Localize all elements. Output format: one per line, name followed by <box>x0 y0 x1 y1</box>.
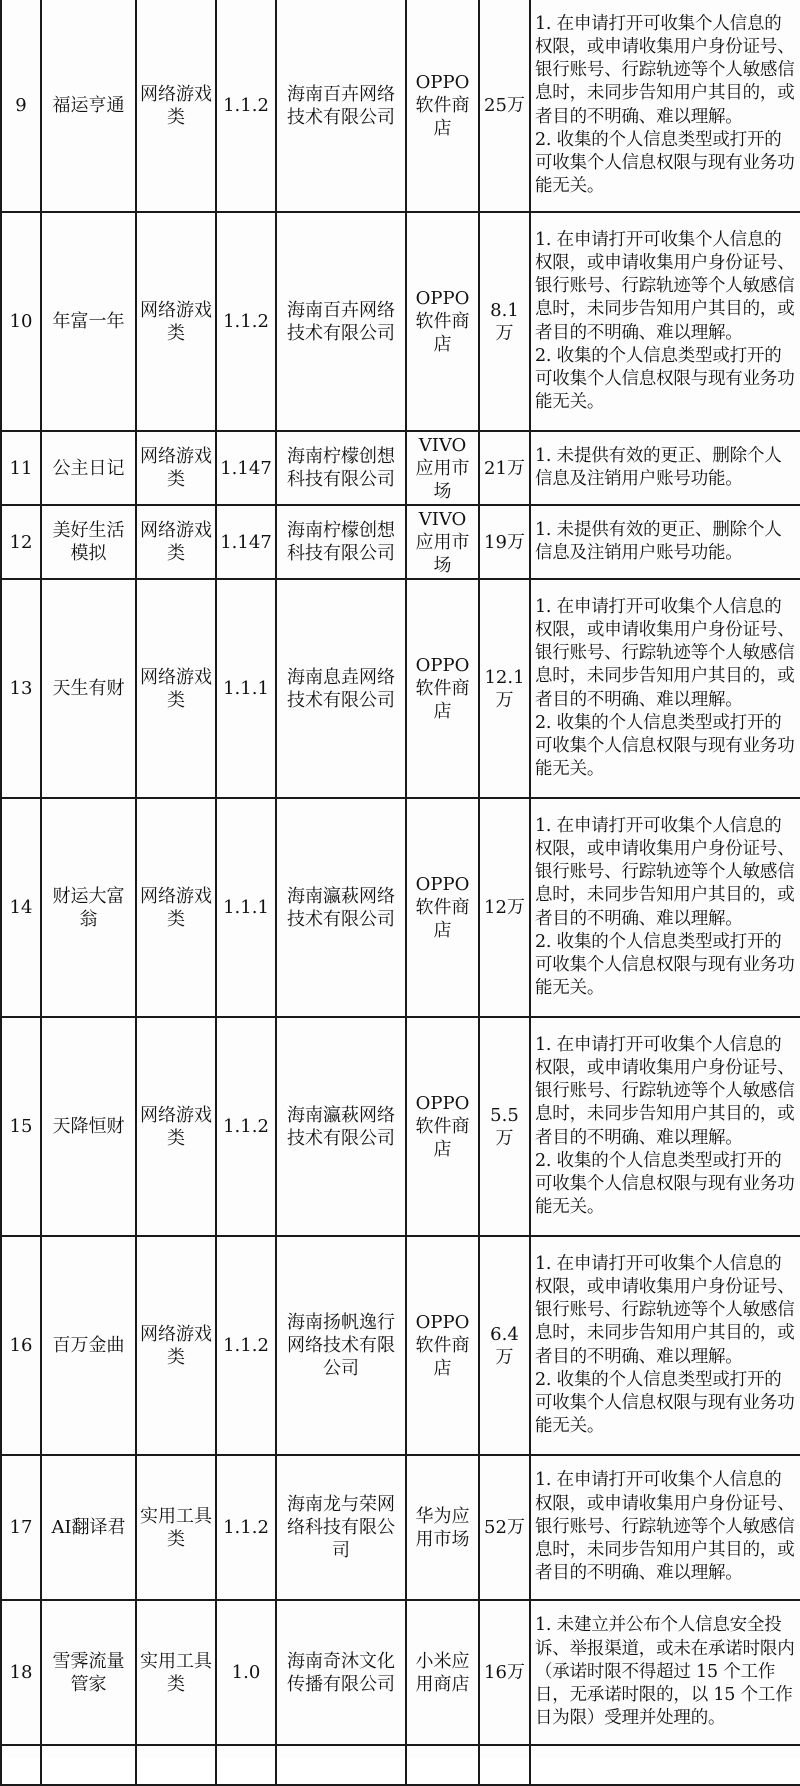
download-count-cell: 16万 <box>479 1600 530 1745</box>
table-row <box>1 212 800 431</box>
developer-cell: 海南柠檬创想科技有限公司 <box>276 431 406 505</box>
app-category-cell: 网络游戏类 <box>136 431 216 505</box>
issue-item: 1. 未提供有效的更正、删除个人信息及注销用户账号功能。 <box>535 445 782 489</box>
app-category-cell: 网络游戏类 <box>136 505 216 579</box>
issues-cell <box>530 579 800 798</box>
app-category-cell: 网络游戏类 <box>136 212 216 431</box>
download-count-cell <box>479 1745 530 1785</box>
table-row <box>1 1745 800 1785</box>
app-store-cell: OPPO软件商店 <box>406 0 479 212</box>
app-name-cell: 年富一年 <box>41 212 136 431</box>
issue-item: 2. 收集的个人信息类型或打开的可收集个人信息权限与现有业务功能无关。 <box>535 129 795 197</box>
app-category-cell <box>136 1745 216 1785</box>
app-name-cell <box>41 1745 136 1785</box>
table-row <box>1 1455 800 1600</box>
app-name-cell: 福运亨通 <box>41 0 136 212</box>
issues-cell <box>530 431 800 505</box>
download-count-cell: 12.1万 <box>479 579 530 798</box>
app-category-cell: 实用工具类 <box>136 1600 216 1745</box>
issues-cell <box>530 1236 800 1455</box>
developer-cell: 海南百卉网络技术有限公司 <box>276 212 406 431</box>
table-row <box>1 431 800 505</box>
table-row <box>1 1017 800 1236</box>
developer-cell: 海南息垚网络技术有限公司 <box>276 579 406 798</box>
download-count-cell: 6.4万 <box>479 1236 530 1455</box>
issues-cell <box>530 1745 800 1785</box>
row-number-cell: 10 <box>1 212 41 431</box>
developer-cell: 海南柠檬创想科技有限公司 <box>276 505 406 579</box>
issues-cell <box>530 1017 800 1236</box>
issue-item: 2. 收集的个人信息类型或打开的可收集个人信息权限与现有业务功能无关。 <box>535 1150 795 1218</box>
download-count-cell: 5.5万 <box>479 1017 530 1236</box>
app-version-cell: 1.1.1 <box>216 579 276 798</box>
row-number-cell <box>1 1745 41 1785</box>
app-version-cell: 1.1.2 <box>216 0 276 212</box>
app-store-cell: 小米应用商店 <box>406 1600 479 1745</box>
app-store-cell <box>406 1745 479 1785</box>
app-store-cell: OPPO软件商店 <box>406 212 479 431</box>
row-number-cell: 13 <box>1 579 41 798</box>
app-name-cell: 公主日记 <box>41 431 136 505</box>
table-row <box>1 0 800 212</box>
app-category-cell: 网络游戏类 <box>136 579 216 798</box>
app-name-cell: 百万金曲 <box>41 1236 136 1455</box>
issues-cell <box>530 798 800 1017</box>
issues-cell <box>530 212 800 431</box>
issue-item: 1. 在申请打开可收集个人信息的权限，或申请收集用户身份证号、银行账号、行踪轨迹等个人敏感信息时，未同步告知用户其目的，或者目的不明确、难以理解。 <box>535 1470 795 1584</box>
issues-cell <box>530 505 800 579</box>
issue-item: 2. 收集的个人信息类型或打开的可收集个人信息权限与现有业务功能无关。 <box>535 931 795 999</box>
app-store-cell: VIVO应用市场 <box>406 505 479 579</box>
row-number-cell: 15 <box>1 1017 41 1236</box>
issue-item: 2. 收集的个人信息类型或打开的可收集个人信息权限与现有业务功能无关。 <box>535 345 795 413</box>
issue-item: 2. 收集的个人信息类型或打开的可收集个人信息权限与现有业务功能无关。 <box>535 1369 795 1437</box>
app-version-cell: 1.147 <box>216 431 276 505</box>
download-count-cell: 21万 <box>479 431 530 505</box>
issue-item: 1. 未建立并公布个人信息安全投诉、举报渠道，或未在承诺时限内（承诺时限不得超过 15 个工作日，无承诺时限的，以 15 个工作日为限）受理并处理的。 <box>535 1615 795 1729</box>
download-count-cell: 52万 <box>479 1455 530 1600</box>
app-version-cell: 1.1.1 <box>216 798 276 1017</box>
app-store-cell: OPPO软件商店 <box>406 1017 479 1236</box>
issues-cell <box>530 1455 800 1600</box>
row-number-cell: 14 <box>1 798 41 1017</box>
app-store-cell: OPPO软件商店 <box>406 798 479 1017</box>
row-number-cell: 16 <box>1 1236 41 1455</box>
download-count-cell: 25万 <box>479 0 530 212</box>
issue-item: 2. 收集的个人信息类型或打开的可收集个人信息权限与现有业务功能无关。 <box>535 712 795 780</box>
row-number-cell: 9 <box>1 0 41 212</box>
table-row <box>1 579 800 798</box>
app-category-cell: 网络游戏类 <box>136 0 216 212</box>
app-name-cell: 美好生活模拟 <box>41 505 136 579</box>
app-version-cell: 1.147 <box>216 505 276 579</box>
table-row <box>1 505 800 579</box>
app-name-cell: 雪霁流量管家 <box>41 1600 136 1745</box>
app-name-cell: 财运大富翁 <box>41 798 136 1017</box>
app-name-cell: 天生有财 <box>41 579 136 798</box>
app-version-cell: 1.1.2 <box>216 212 276 431</box>
app-store-cell: OPPO软件商店 <box>406 579 479 798</box>
app-version-cell: 1.1.2 <box>216 1455 276 1600</box>
app-version-cell: 1.1.2 <box>216 1236 276 1455</box>
app-version-cell <box>216 1745 276 1785</box>
app-version-cell: 1.1.2 <box>216 1017 276 1236</box>
app-category-cell: 网络游戏类 <box>136 1017 216 1236</box>
app-store-cell: VIVO应用市场 <box>406 431 479 505</box>
app-version-cell: 1.0 <box>216 1600 276 1745</box>
app-category-cell: 实用工具类 <box>136 1455 216 1600</box>
developer-cell <box>276 1745 406 1785</box>
table-body <box>1 0 800 1785</box>
row-number-cell: 18 <box>1 1600 41 1745</box>
row-number-cell: 12 <box>1 505 41 579</box>
app-store-cell: OPPO软件商店 <box>406 1236 479 1455</box>
developer-cell: 海南扬帆逸行网络技术有限公司 <box>276 1236 406 1455</box>
table-row <box>1 1600 800 1745</box>
issues-cell <box>530 1600 800 1745</box>
developer-cell: 海南龙与荣网络科技有限公司 <box>276 1455 406 1600</box>
developer-cell: 海南瀛萩网络技术有限公司 <box>276 798 406 1017</box>
issue-item: 1. 未提供有效的更正、删除个人信息及注销用户账号功能。 <box>535 519 782 563</box>
download-count-cell: 12万 <box>479 798 530 1017</box>
issue-item: 1. 在申请打开可收集个人信息的权限，或申请收集用户身份证号、银行账号、行踪轨迹等个人敏感信息时，未同步告知用户其目的，或者目的不明确、难以理解。 <box>535 815 795 929</box>
developer-cell: 海南瀛萩网络技术有限公司 <box>276 1017 406 1236</box>
issue-item: 1. 在申请打开可收集个人信息的权限，或申请收集用户身份证号、银行账号、行踪轨迹等个人敏感信息时，未同步告知用户其目的，或者目的不明确、难以理解。 <box>535 1034 795 1148</box>
developer-cell: 海南奇沐文化传播有限公司 <box>276 1600 406 1745</box>
app-store-cell: 华为应用市场 <box>406 1455 479 1600</box>
issue-item: 1. 在申请打开可收集个人信息的权限，或申请收集用户身份证号、银行账号、行踪轨迹等个人敏感信息时，未同步告知用户其目的，或者目的不明确、难以理解。 <box>535 1253 795 1367</box>
issue-item: 1. 在申请打开可收集个人信息的权限，或申请收集用户身份证号、银行账号、行踪轨迹等个人敏感信息时，未同步告知用户其目的，或者目的不明确、难以理解。 <box>535 229 795 343</box>
download-count-cell: 8.1万 <box>479 212 530 431</box>
download-count-cell: 19万 <box>479 505 530 579</box>
app-name-cell: 天降恒财 <box>41 1017 136 1236</box>
app-category-cell: 网络游戏类 <box>136 1236 216 1455</box>
app-category-cell: 网络游戏类 <box>136 798 216 1017</box>
issues-cell <box>530 0 800 212</box>
issue-item: 1. 在申请打开可收集个人信息的权限，或申请收集用户身份证号、银行账号、行踪轨迹等个人敏感信息时，未同步告知用户其目的，或者目的不明确、难以理解。 <box>535 13 795 127</box>
app-name-cell: AI翻译君 <box>41 1455 136 1600</box>
developer-cell: 海南百卉网络技术有限公司 <box>276 0 406 212</box>
table-row <box>1 798 800 1017</box>
table-row <box>1 1236 800 1455</box>
row-number-cell: 17 <box>1 1455 41 1600</box>
row-number-cell: 11 <box>1 431 41 505</box>
issue-item: 1. 在申请打开可收集个人信息的权限，或申请收集用户身份证号、银行账号、行踪轨迹等个人敏感信息时，未同步告知用户其目的，或者目的不明确、难以理解。 <box>535 596 795 710</box>
